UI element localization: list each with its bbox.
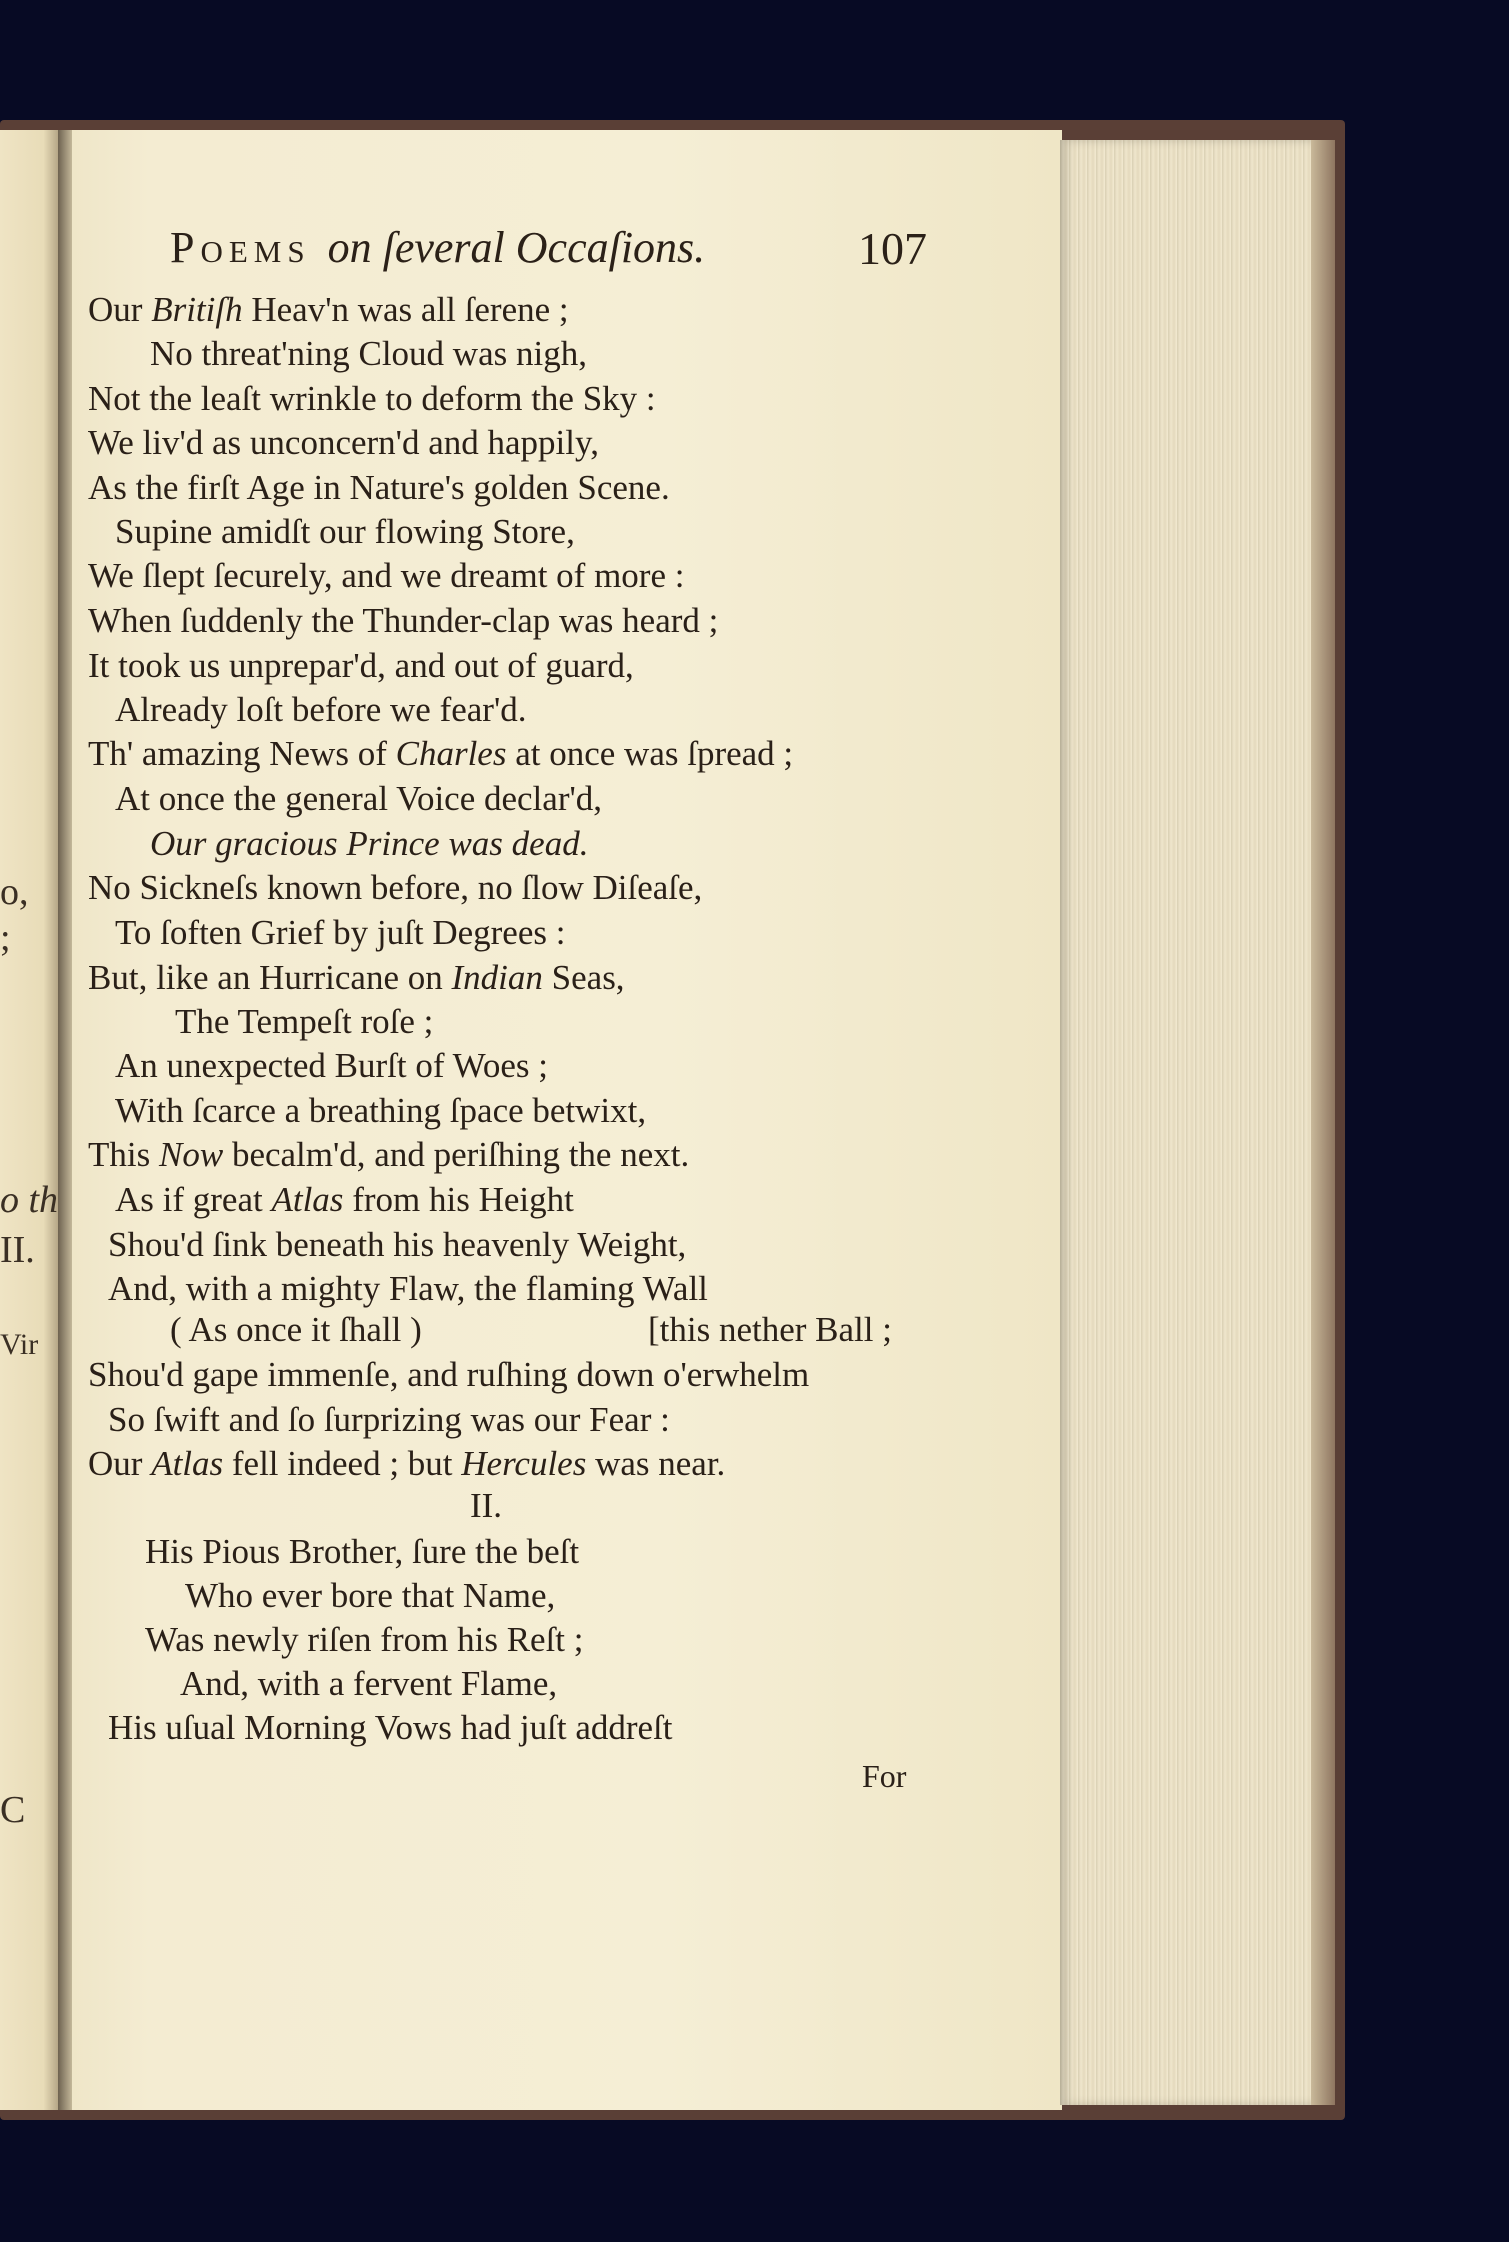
poem-line: His uſual Morning Vows had juſt addreſt [108,1708,673,1747]
poem-line: Supine amidſt our flowing Store, [115,512,575,551]
poem-line: Shou'd ſink beneath his heavenly Weight, [108,1225,687,1264]
poem-line: And, with a mighty Flaw, the flaming Wall [108,1269,708,1308]
poem-line: And, with a fervent Flame, [180,1664,558,1703]
poem-line: Shou'd gape immenſe, and ruſhing down o'erwhelm [88,1355,810,1394]
poem-line: This Now becalm'd, and periſhing the next. [88,1135,690,1174]
running-head-title: on ſeveral Occaſions. [327,223,706,272]
poem-line: The Tempeſt roſe ; [175,1002,434,1041]
poem-line: Already loſt before we fear'd. [115,690,527,729]
stanza-number: II. [470,1486,503,1525]
poem-line: Our Britiſh Heav'n was all ſerene ; [88,290,569,329]
left-page [0,130,62,2110]
poem-line: To ſoften Grief by juſt Degrees : [115,913,566,952]
running-head [170,222,705,273]
poem-line: With ſcarce a breathing ſpace betwixt, [115,1091,647,1130]
poem-line: Th' amazing News of Charles at once was ſpread ; [88,734,794,773]
poem-line: As the firſt Age in Nature's golden Scene. [88,468,670,507]
poem-line: His Pious Brother, ſure the beſt [145,1532,580,1571]
catchword: For [862,1758,907,1794]
poem-line: But, like an Hurricane on Indian Seas, [88,958,625,997]
poem-bracket-line: [this nether Ball ; [648,1310,892,1349]
poem-line: Not the leaſt wrinkle to deform the Sky : [88,379,656,418]
poem-line: Our Atlas fell indeed ; but Hercules was near. [88,1444,726,1483]
poem-line: No threat'ning Cloud was nigh, [150,334,587,373]
poem-line: An unexpected Burſt of Woes ; [115,1046,548,1085]
left-page-fragment: o th [0,1179,59,1221]
poem-line: ( As once it ſhall ) [170,1310,422,1349]
poem-line: Who ever bore that Name, [185,1576,556,1615]
poem-line: So ſwift and ſo ſurprizing was our Fear : [108,1400,670,1439]
poem-line: As if great Atlas from his Height [115,1180,574,1219]
poem-line: When ſuddenly the Thunder-clap was heard ; [88,601,719,640]
left-page-fragment: ; [0,917,11,959]
poem-line: Was newly riſen from his Reſt ; [145,1620,584,1659]
left-page-fragment: Vir [0,1328,39,1361]
poem-line: It took us unprepar'd, and out of guard, [88,646,634,685]
poem-line: We ſlept ſecurely, and we dreamt of more : [88,556,685,595]
page-block-edge [1060,140,1335,2105]
poem-line: At once the general Voice declar'd, [115,779,603,818]
page-number: 107 [858,223,927,274]
poem-line: We liv'd as unconcern'd and happily, [88,423,599,462]
left-page-fragment: o, [0,871,29,913]
poem-line: No Sickneſs known before, no ſlow Diſeaſe, [88,868,703,907]
left-page-fragment: II. [0,1229,35,1271]
poem-line: Our gracious Prince was dead. [150,824,589,863]
left-page-fragment: C [0,1789,26,1831]
running-head-caps: Poems [170,223,311,272]
